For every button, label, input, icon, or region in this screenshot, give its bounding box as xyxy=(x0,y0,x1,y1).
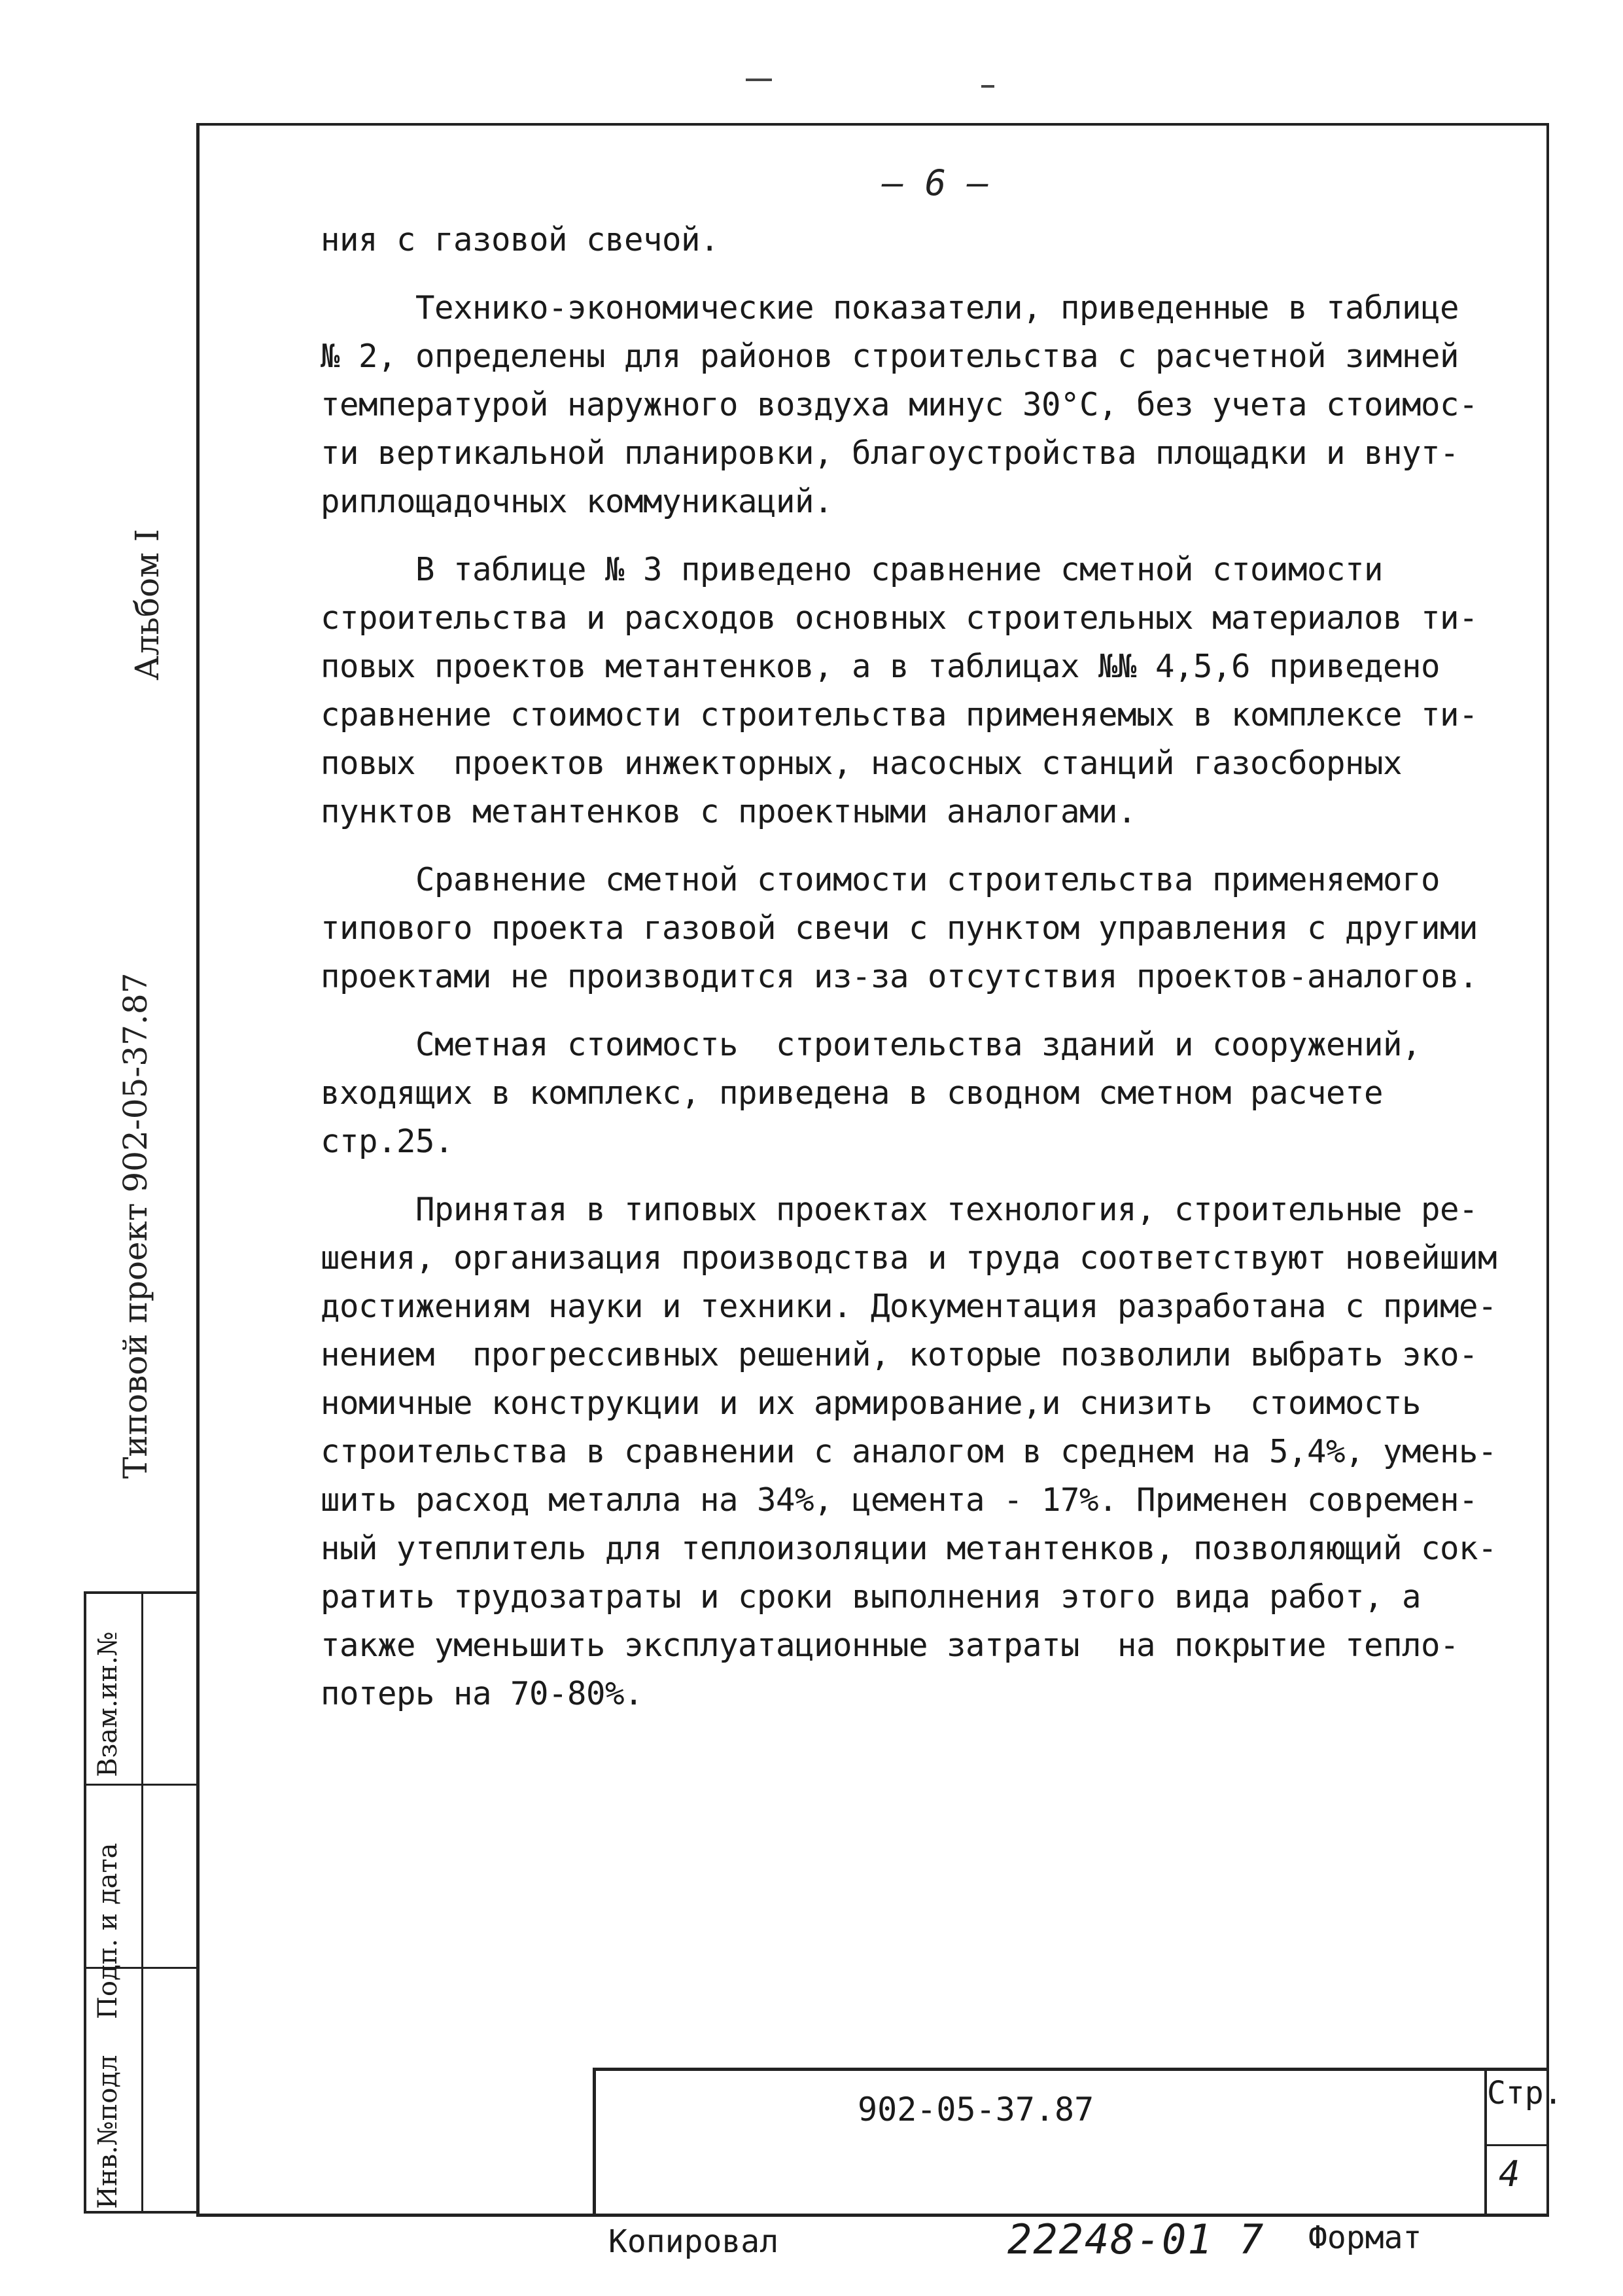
text-line: ти вертикальной планировки, благоустройства площадки и внут- xyxy=(321,434,1459,472)
text-line: Сметная стоимость строительства зданий и сооружений, xyxy=(321,1026,1422,1063)
text-line: Технико-экономические показатели, приведенные в таблице xyxy=(321,289,1459,327)
page-value: 4 xyxy=(1499,2153,1520,2195)
text-line: ния с газовой свечой. xyxy=(321,221,720,258)
paragraph-gap xyxy=(321,264,1524,284)
text-line: № 2, определены для районов строительства с расчетной зимней xyxy=(321,338,1459,375)
text-line: риплощадочных коммуникаций. xyxy=(321,483,833,520)
paragraph-gap xyxy=(321,1166,1524,1186)
paragraph-gap xyxy=(321,1001,1524,1021)
album-label: Альбом I xyxy=(128,529,166,680)
text-line: шения, организация производства и труда соответствуют новейшим xyxy=(321,1239,1497,1277)
text-line: строительства в сравнении с аналогом в среднем на 5,4%, умень- xyxy=(321,1433,1497,1470)
stamp-strip xyxy=(84,1591,199,2214)
text-line: типового проекта газовой свечи с пунктом управления с другими xyxy=(321,910,1478,947)
paragraph-gap xyxy=(321,836,1524,856)
scan-mark xyxy=(746,79,772,81)
doc-code: 902-05-37.87 xyxy=(858,2091,1094,2128)
copied-by: Копировал xyxy=(608,2223,779,2260)
text-line: ратить трудозатраты и сроки выполнения этого вида работ, а xyxy=(321,1578,1422,1616)
text-line: шить расход металла на 34%, цемента - 17%. Применен современ- xyxy=(321,1481,1478,1519)
text-line: стр.25. xyxy=(321,1123,454,1160)
title-block xyxy=(593,2068,1563,2217)
text-line: В таблице № 3 приведено сравнение сметной стоимости xyxy=(321,551,1384,588)
project-label: Типовой проект 902-05-37.87 xyxy=(116,972,154,1479)
text-line: пунктов метантенков с проектными аналогами. xyxy=(321,793,1137,830)
text-line: также уменьшить эксплуатационные затраты на покрытие тепло- xyxy=(321,1627,1459,1664)
title-block-divider xyxy=(1484,2144,1549,2146)
text-line: сравнение стоимости строительства применяемых в комплексе ти- xyxy=(321,696,1478,733)
text-line: ный утеплитель для теплоизоляции метантенков, позволяющий сок- xyxy=(321,1530,1497,1567)
page-number: – 6 – xyxy=(882,162,989,203)
stamp-sign: Подп. и дата xyxy=(93,1843,123,2019)
format-label: Формат xyxy=(1308,2219,1422,2256)
body-text xyxy=(321,216,1524,1718)
text-line: температурой наружного воздуха минус 30°С, без учета стоимос- xyxy=(321,386,1478,423)
text-line: номичные конструкции и их армирование,и снизить стоимость xyxy=(321,1385,1422,1422)
text-line: проектами не производится из-за отсутствия проектов-аналогов. xyxy=(321,958,1478,995)
text-line: повых проектов метантенков, а в таблицах №№ 4,5,6 приведено xyxy=(321,648,1440,685)
text-line: достижениям науки и техники. Документация разработана с приме- xyxy=(321,1288,1497,1325)
stamp-vzam: Взам.ин.№ xyxy=(93,1631,123,1777)
text-line: Сравнение сметной стоимости строительства применяемого xyxy=(321,861,1440,898)
stamp-inv: Инв.№подл xyxy=(93,2055,123,2209)
text-line: потерь на 70-80%. xyxy=(321,1675,644,1712)
paragraph-gap xyxy=(321,526,1524,546)
text-line: повых проектов инжекторных, насосных станций газосборных xyxy=(321,745,1403,782)
text-line: Принятая в типовых проектах технология, строительные ре- xyxy=(321,1191,1478,1228)
text-line: входящих в комплекс, приведена в сводном сметном расчете xyxy=(321,1074,1384,1112)
text-line: строительства и расходов основных строительных материалов ти- xyxy=(321,599,1478,637)
text-line: нением прогрессивных решений, которые позволили выбрать эко- xyxy=(321,1336,1478,1373)
footer-doc-code: 22248-01 7 xyxy=(1007,2216,1265,2263)
scan-mark xyxy=(981,85,994,88)
page-label: Стр. xyxy=(1487,2075,1563,2111)
